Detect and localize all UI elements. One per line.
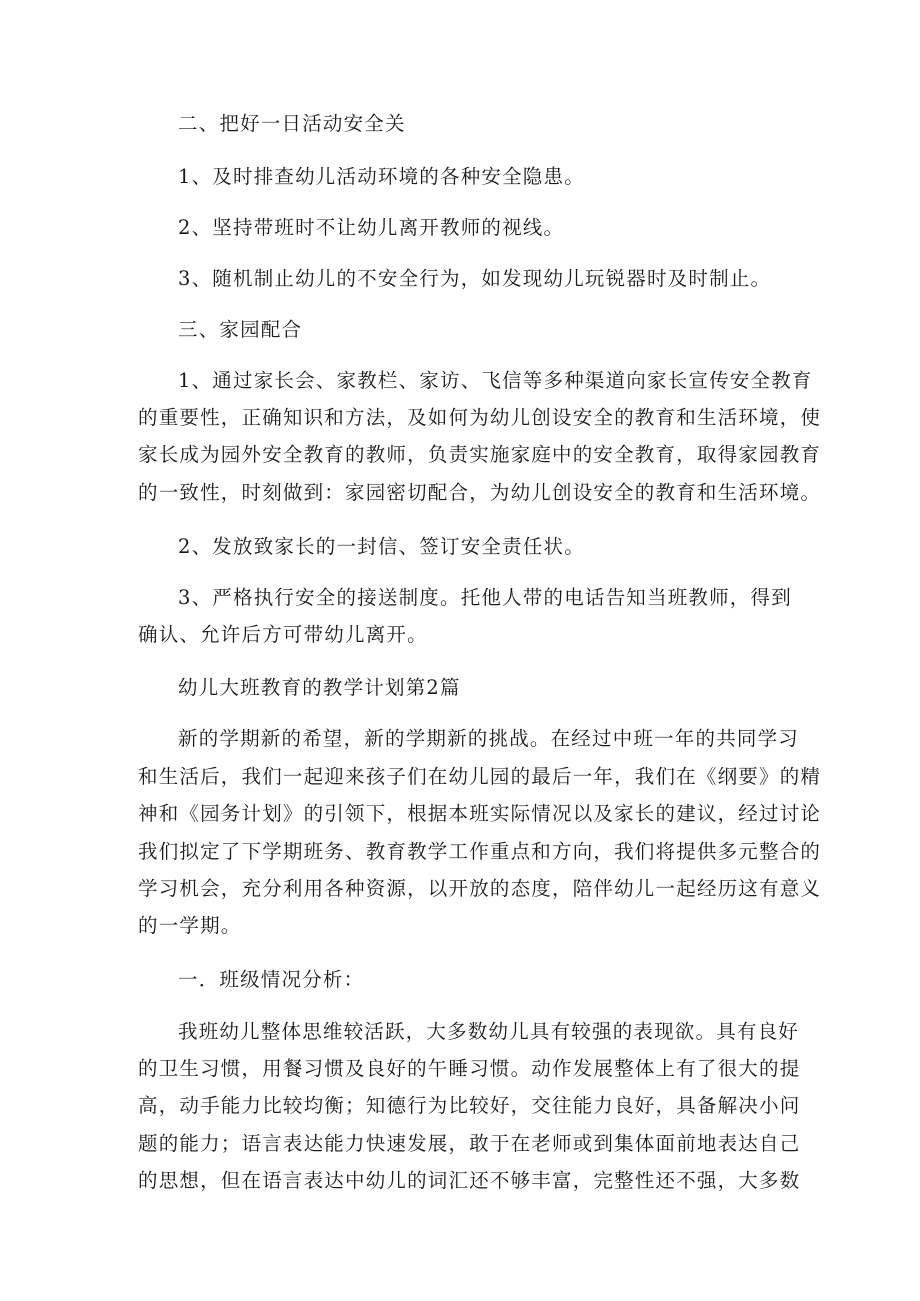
paragraph-line: 题的能力；语言表达能力快速发展，敢于在老师或到集体面前地表达自己 [138, 1132, 801, 1155]
paragraph-line: 的重要性，正确知识和方法，及如何为幼儿创设安全的教育和生活环境，使 [138, 406, 822, 429]
paragraph-line: 2、坚持带班时不让幼儿离开教师的视线。 [178, 216, 565, 239]
paragraph-line: 的一致性，时刻做到：家园密切配合，为幼儿创设安全的教育和生活环境。 [138, 481, 822, 504]
paragraph-line: 2、发放致家长的一封信、签订安全责任状。 [178, 535, 585, 558]
paragraph-line: 的思想，但在语言表达中幼儿的词汇还不够丰富，完整性还不强，大多数 [138, 1169, 801, 1192]
paragraph-line: 新的学期新的希望，新的学期新的挑战。在经过中班一年的共同学习 [178, 727, 800, 750]
section-heading-3: 三、家园配合 [178, 318, 303, 341]
paragraph-line: 学习机会，充分利用各种资源，以开放的态度，陪伴幼儿一起经历这有意义 [138, 877, 822, 900]
section-heading-2: 二、把好一日活动安全关 [178, 112, 406, 135]
article-title: 幼儿大班教育的教学计划第2篇 [178, 676, 461, 699]
paragraph-line: 1、通过家长会、家教栏、家访、飞信等多种渠道向家长宣传安全教育 [178, 369, 813, 392]
paragraph-line: 确认、允许后方可带幼儿离开。 [138, 623, 428, 646]
paragraph-line: 3、严格执行安全的接送制度。托他人带的电话告知当班教师，得到 [178, 586, 792, 609]
paragraph-line: 高，动手能力比较均衡；知德行为比较好，交往能力良好，具备解决小问 [138, 1094, 801, 1117]
paragraph-line: 我班幼儿整体思维较活跃，大多数幼儿具有较强的表现欲。具有良好 [178, 1020, 800, 1043]
paragraph-line: 的卫生习惯，用餐习惯及良好的午睡习惯。动作发展整体上有了很大的提 [138, 1057, 801, 1080]
paragraph-line: 1、及时排查幼儿活动环境的各种安全隐患。 [178, 165, 585, 188]
section-heading-1: 一．班级情况分析： [178, 968, 365, 991]
paragraph-line: 和生活后，我们一起迎来孩子们在幼儿园的最后一年，我们在《纲要》的精 [138, 765, 822, 788]
paragraph-line: 我们拟定了下学期班务、教育教学工作重点和方向，我们将提供多元整合的 [138, 840, 822, 863]
paragraph-line: 3、随机制止幼儿的不安全行为，如发现幼儿玩锐器时及时制止。 [178, 267, 772, 290]
paragraph-line: 家长成为园外安全教育的教师，负责实施家庭中的安全教育，取得家园教育 [138, 443, 822, 466]
paragraph-line: 神和《园务计划》的引领下，根据本班实际情况以及家长的建议，经过讨论 [138, 802, 822, 825]
paragraph-line: 的一学期。 [138, 914, 242, 937]
